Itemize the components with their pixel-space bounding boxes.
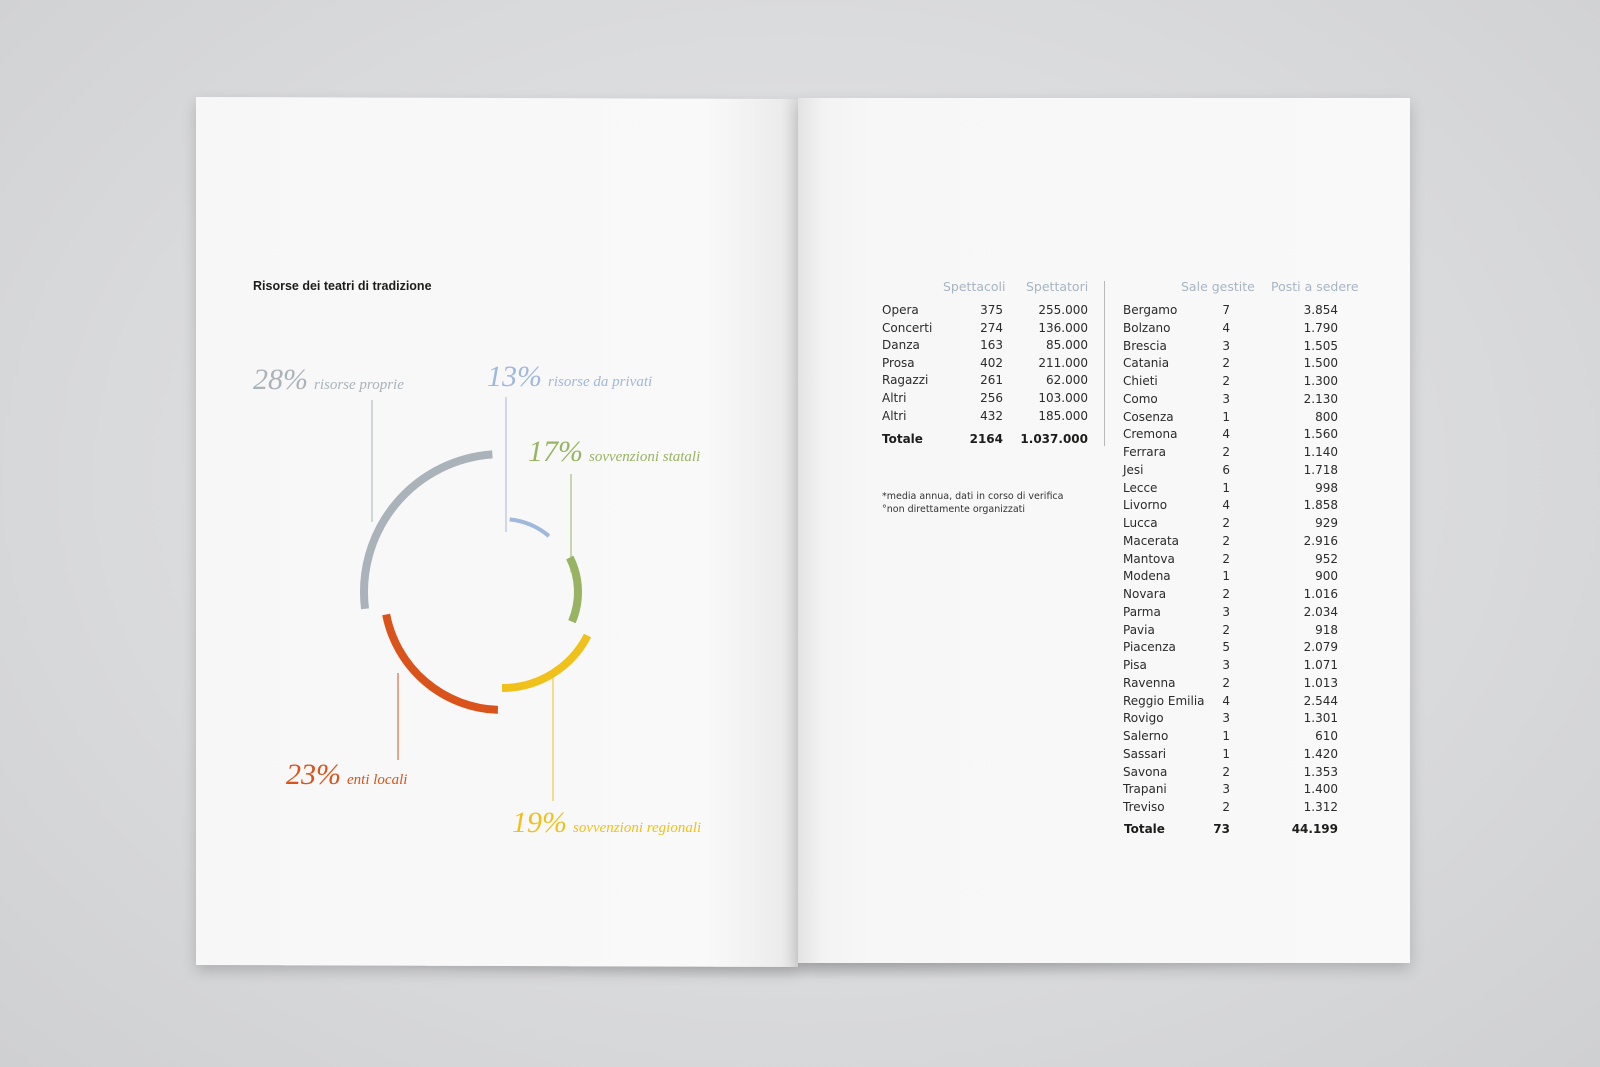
footnotes xyxy=(882,490,1063,516)
label-percent: 19% xyxy=(512,806,567,839)
row-posti: 1.718 xyxy=(1303,462,1338,477)
row-city: Pavia xyxy=(1123,622,1155,637)
row-spettatori: 255.000 xyxy=(1038,303,1088,317)
row-posti: 1.013 xyxy=(1303,675,1338,690)
row-posti: 1.500 xyxy=(1303,356,1338,371)
total-label: Totale xyxy=(882,432,923,446)
row-sale: 2 xyxy=(1222,764,1230,779)
row-spettatori: 62.000 xyxy=(1046,373,1088,388)
row-sale: 2 xyxy=(1222,516,1230,530)
column-divider xyxy=(1104,281,1105,446)
row-sale: 2 xyxy=(1222,587,1230,601)
row-sale: 4 xyxy=(1222,693,1230,708)
row-sale: 3 xyxy=(1222,658,1230,672)
row-posti: 1.560 xyxy=(1303,427,1338,442)
row-city: Treviso xyxy=(1123,800,1165,814)
row-spettacoli: 432 xyxy=(980,408,1003,423)
row-category: Concerti xyxy=(882,320,933,335)
row-city: Como xyxy=(1123,391,1158,406)
chart-title: Risorse dei teatri di tradizione xyxy=(253,279,432,293)
label-text: sovvenzioni statali xyxy=(589,449,701,465)
label-percent: 13% xyxy=(487,360,542,393)
row-sale: 2 xyxy=(1222,675,1230,690)
label-sovvenzioni-regionali xyxy=(512,806,701,840)
row-sale: 3 xyxy=(1222,338,1230,353)
total-label: Totale xyxy=(1124,822,1165,836)
row-category: Danza xyxy=(882,338,920,353)
row-spettacoli: 256 xyxy=(980,391,1003,405)
row-city: Novara xyxy=(1123,587,1167,601)
row-posti: 3.854 xyxy=(1303,303,1338,317)
label-percent: 28% xyxy=(253,363,308,396)
row-posti: 2.916 xyxy=(1303,533,1338,548)
row-city: Macerata xyxy=(1123,533,1180,548)
row-city: Cosenza xyxy=(1123,409,1174,424)
row-city: Bolzano xyxy=(1123,320,1171,335)
label-percent: 17% xyxy=(528,435,583,468)
row-city: Ravenna xyxy=(1123,675,1176,690)
arc-sovvenzioni-regionali xyxy=(502,636,588,688)
row-city: Jesi xyxy=(1123,462,1144,477)
row-posti: 2.130 xyxy=(1303,391,1338,406)
row-spettacoli: 274 xyxy=(980,320,1003,335)
row-sale: 2 xyxy=(1222,800,1230,814)
header-posti-a-sedere: Posti a sedere xyxy=(1271,279,1359,294)
row-posti: 1.312 xyxy=(1303,800,1338,814)
row-sale: 1 xyxy=(1222,746,1230,761)
row-sale: 1 xyxy=(1222,569,1230,584)
row-city: Brescia xyxy=(1123,338,1167,353)
row-city: Bergamo xyxy=(1123,303,1178,317)
header-sale-gestite: Sale gestite xyxy=(1181,279,1255,294)
row-spettacoli: 375 xyxy=(980,303,1003,317)
row-sale: 1 xyxy=(1222,409,1230,424)
row-city: Ferrara xyxy=(1123,445,1166,459)
row-posti: 1.140 xyxy=(1303,445,1338,459)
row-category: Altri xyxy=(882,391,907,405)
row-sale: 2 xyxy=(1222,374,1230,388)
row-spettatori: 211.000 xyxy=(1038,355,1088,370)
arc-sovvenzioni-statali xyxy=(570,557,578,621)
row-posti: 998 xyxy=(1315,480,1338,495)
row-city: Mantova xyxy=(1123,551,1175,566)
label-risorse-proprie xyxy=(253,363,404,397)
row-category: Ragazzi xyxy=(882,373,929,388)
row-sale: 5 xyxy=(1222,640,1230,655)
row-sale: 3 xyxy=(1222,711,1230,726)
arc-enti-locali xyxy=(386,615,498,710)
row-sale: 1 xyxy=(1222,480,1230,495)
row-posti: 1.505 xyxy=(1303,338,1338,353)
label-risorse-da-privati xyxy=(487,360,652,394)
row-category: Prosa xyxy=(882,355,915,370)
row-city: Salerno xyxy=(1123,729,1169,743)
row-posti: 800 xyxy=(1315,409,1338,424)
row-posti: 1.353 xyxy=(1303,764,1338,779)
row-sale: 4 xyxy=(1222,427,1230,442)
row-city: Savona xyxy=(1123,764,1168,779)
total-spettacoli: 2164 xyxy=(969,432,1003,446)
row-posti: 1.858 xyxy=(1303,498,1338,513)
row-sale: 7 xyxy=(1222,303,1230,317)
label-text: enti locali xyxy=(347,772,408,788)
row-category: Altri xyxy=(882,408,907,423)
row-spettatori: 85.000 xyxy=(1046,338,1088,353)
row-city: Livorno xyxy=(1123,498,1168,513)
label-text: risorse proprie xyxy=(314,377,404,393)
row-posti: 1.400 xyxy=(1303,782,1338,797)
row-sale: 2 xyxy=(1222,622,1230,637)
label-sovvenzioni-statali xyxy=(528,435,700,469)
total-sale: 73 xyxy=(1213,822,1230,836)
row-city: Modena xyxy=(1123,569,1171,584)
arc-risorse-proprie xyxy=(364,454,492,608)
row-posti: 2.034 xyxy=(1303,604,1338,619)
label-enti-locali xyxy=(286,758,407,792)
total-posti: 44.199 xyxy=(1291,822,1338,836)
row-city: Cremona xyxy=(1123,427,1178,442)
row-posti: 900 xyxy=(1315,569,1338,584)
row-posti: 1.790 xyxy=(1303,320,1338,335)
row-city: Trapani xyxy=(1123,782,1167,797)
row-spettatori: 136.000 xyxy=(1038,320,1088,335)
row-sale: 2 xyxy=(1222,533,1230,548)
row-posti: 952 xyxy=(1315,551,1338,566)
arc-risorse-da-privati xyxy=(510,519,549,536)
row-posti: 1.071 xyxy=(1303,658,1338,672)
row-sale: 4 xyxy=(1222,320,1230,335)
donut-arcs xyxy=(364,454,588,710)
header-spettacoli: Spettacoli xyxy=(943,279,1006,294)
row-spettacoli: 402 xyxy=(980,355,1003,370)
row-city: Reggio Emilia xyxy=(1123,693,1205,708)
row-posti: 2.544 xyxy=(1303,693,1338,708)
footnote: *media annua, dati in corso di verifica xyxy=(882,491,1064,502)
footnote: °non direttamente organizzati xyxy=(882,504,1026,515)
row-city: Sassari xyxy=(1123,746,1167,761)
header-spettatori: Spettatori xyxy=(1026,279,1089,294)
row-city: Piacenza xyxy=(1123,640,1176,655)
row-sale: 3 xyxy=(1222,391,1230,406)
row-category: Opera xyxy=(882,303,919,317)
row-spettatori: 185.000 xyxy=(1038,408,1088,423)
row-sale: 2 xyxy=(1222,551,1230,566)
row-sale: 4 xyxy=(1222,498,1230,513)
total-spettatori: 1.037.000 xyxy=(1020,432,1088,446)
row-posti: 1.301 xyxy=(1303,711,1338,726)
row-city: Lucca xyxy=(1123,516,1158,530)
row-posti: 1.420 xyxy=(1303,746,1338,761)
row-city: Pisa xyxy=(1123,658,1147,672)
row-posti: 1.300 xyxy=(1303,374,1338,388)
row-sale: 2 xyxy=(1222,356,1230,371)
row-sale: 1 xyxy=(1222,729,1230,743)
row-posti: 918 xyxy=(1315,622,1338,637)
row-city: Chieti xyxy=(1123,374,1158,388)
row-sale: 6 xyxy=(1222,462,1230,477)
row-posti: 2.079 xyxy=(1303,640,1338,655)
row-spettacoli: 261 xyxy=(980,373,1003,388)
row-posti: 1.016 xyxy=(1303,587,1338,601)
row-city: Catania xyxy=(1123,356,1170,371)
row-sale: 3 xyxy=(1222,604,1230,619)
row-posti: 929 xyxy=(1315,516,1338,530)
label-text: risorse da privati xyxy=(548,374,653,390)
row-posti: 610 xyxy=(1315,729,1338,743)
label-text: sovvenzioni regionali xyxy=(573,820,702,836)
row-sale: 3 xyxy=(1222,782,1230,797)
row-city: Parma xyxy=(1123,604,1161,619)
row-sale: 2 xyxy=(1222,445,1230,459)
row-spettatori: 103.000 xyxy=(1038,391,1088,405)
row-spettacoli: 163 xyxy=(980,338,1003,353)
row-city: Rovigo xyxy=(1123,711,1164,726)
row-city: Lecce xyxy=(1123,480,1158,495)
label-percent: 23% xyxy=(286,758,341,791)
